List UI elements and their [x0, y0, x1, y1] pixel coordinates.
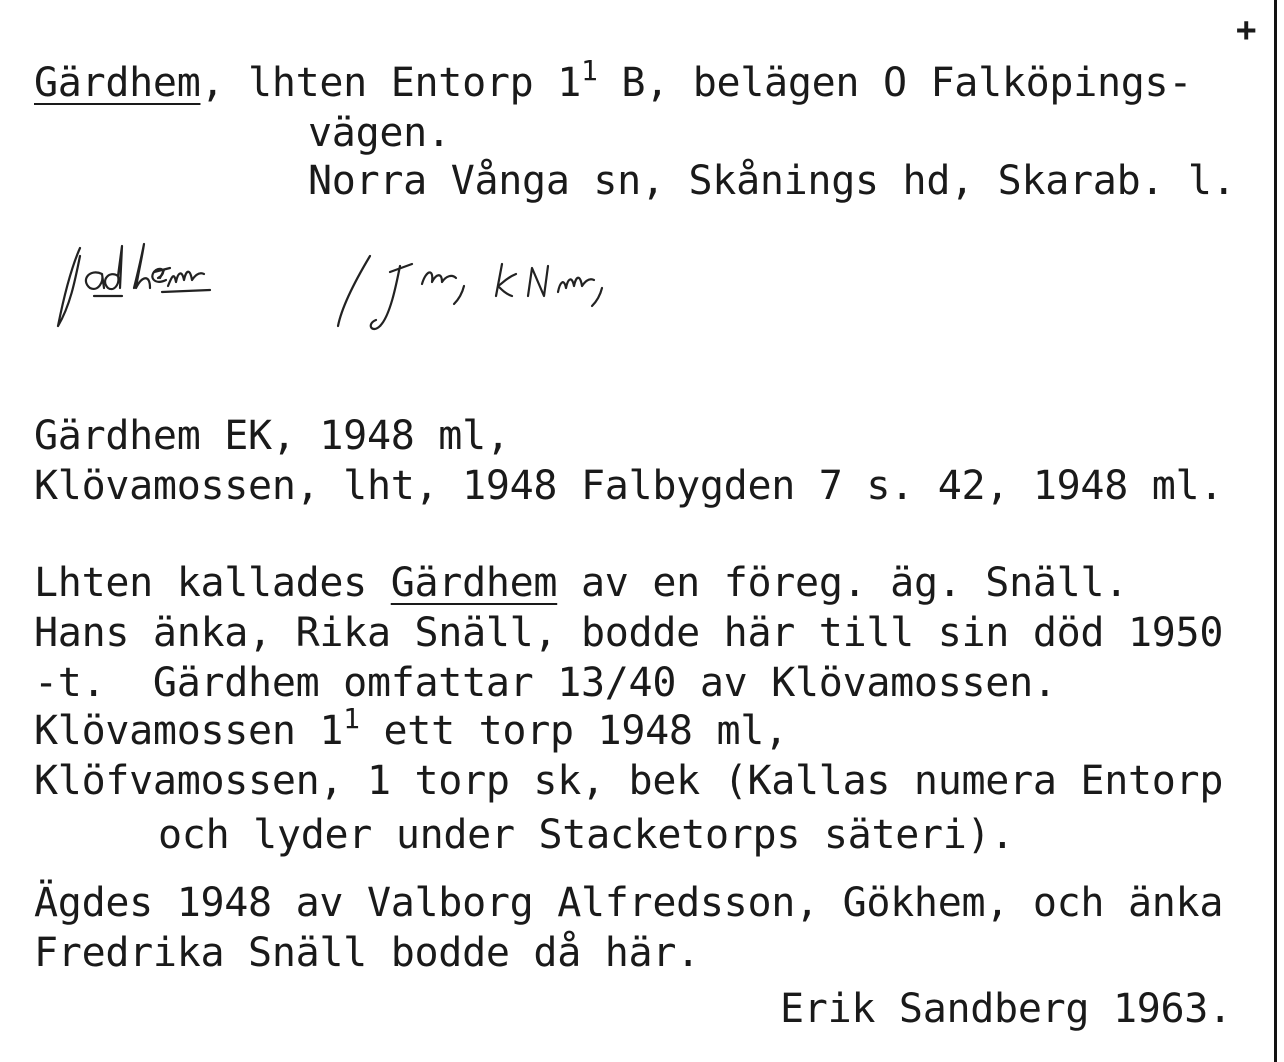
body-line-8: Fredrika Snäll bodde då här. — [34, 930, 700, 976]
handwritten-note — [50, 226, 690, 346]
source-line-2: Klövamossen, lht, 1948 Falbygden 7 s. 42, 1948 ml. — [34, 463, 1224, 509]
body-line-7: Ägdes 1948 av Valborg Alfredsson, Gökhem, och änka — [34, 880, 1224, 926]
header-line-1-end: B, belägen O Falköpings- — [597, 60, 1193, 106]
body-line-5: Klöfvamossen, 1 torp sk, bek (Kallas numera Entorp — [34, 758, 1224, 804]
body-place-name: Gärdhem — [390, 560, 558, 606]
body-line-4 — [34, 702, 788, 754]
body-line-1-end: av en föreg. äg. Snäll. — [557, 560, 1128, 606]
body-line-4-end: ett torp 1948 ml, — [359, 708, 788, 754]
body-line-6: och lyder under Stacketorps säteri). — [158, 812, 1015, 858]
header-line-1-rest: , lhten Entorp 1 — [200, 60, 581, 106]
body-line-3: -t. Gärdhem omfattar 13/40 av Klövamossen. — [34, 660, 1057, 706]
body-line-1-start: Lhten kallades — [34, 560, 391, 606]
card-edge-border — [1274, 0, 1277, 1062]
body-superscript: 1 — [343, 702, 360, 735]
place-name: Gärdhem — [34, 60, 201, 106]
body-line-4-start: Klövamossen 1 — [34, 708, 344, 754]
header-superscript: 1 — [581, 54, 598, 87]
body-line-1 — [34, 560, 1128, 606]
header-line-2: vägen. — [308, 110, 451, 156]
source-line-1: Gärdhem EK, 1948 ml, — [34, 413, 510, 459]
header-line-1 — [34, 54, 1193, 106]
header-line-3: Norra Vånga sn, Skånings hd, Skarab. l. — [308, 158, 1236, 204]
body-line-2: Hans änka, Rika Snäll, bodde här till sin död 1950 — [34, 610, 1224, 656]
signature: Erik Sandberg 1963. — [780, 986, 1232, 1032]
corner-cross-mark: + — [1236, 10, 1257, 50]
